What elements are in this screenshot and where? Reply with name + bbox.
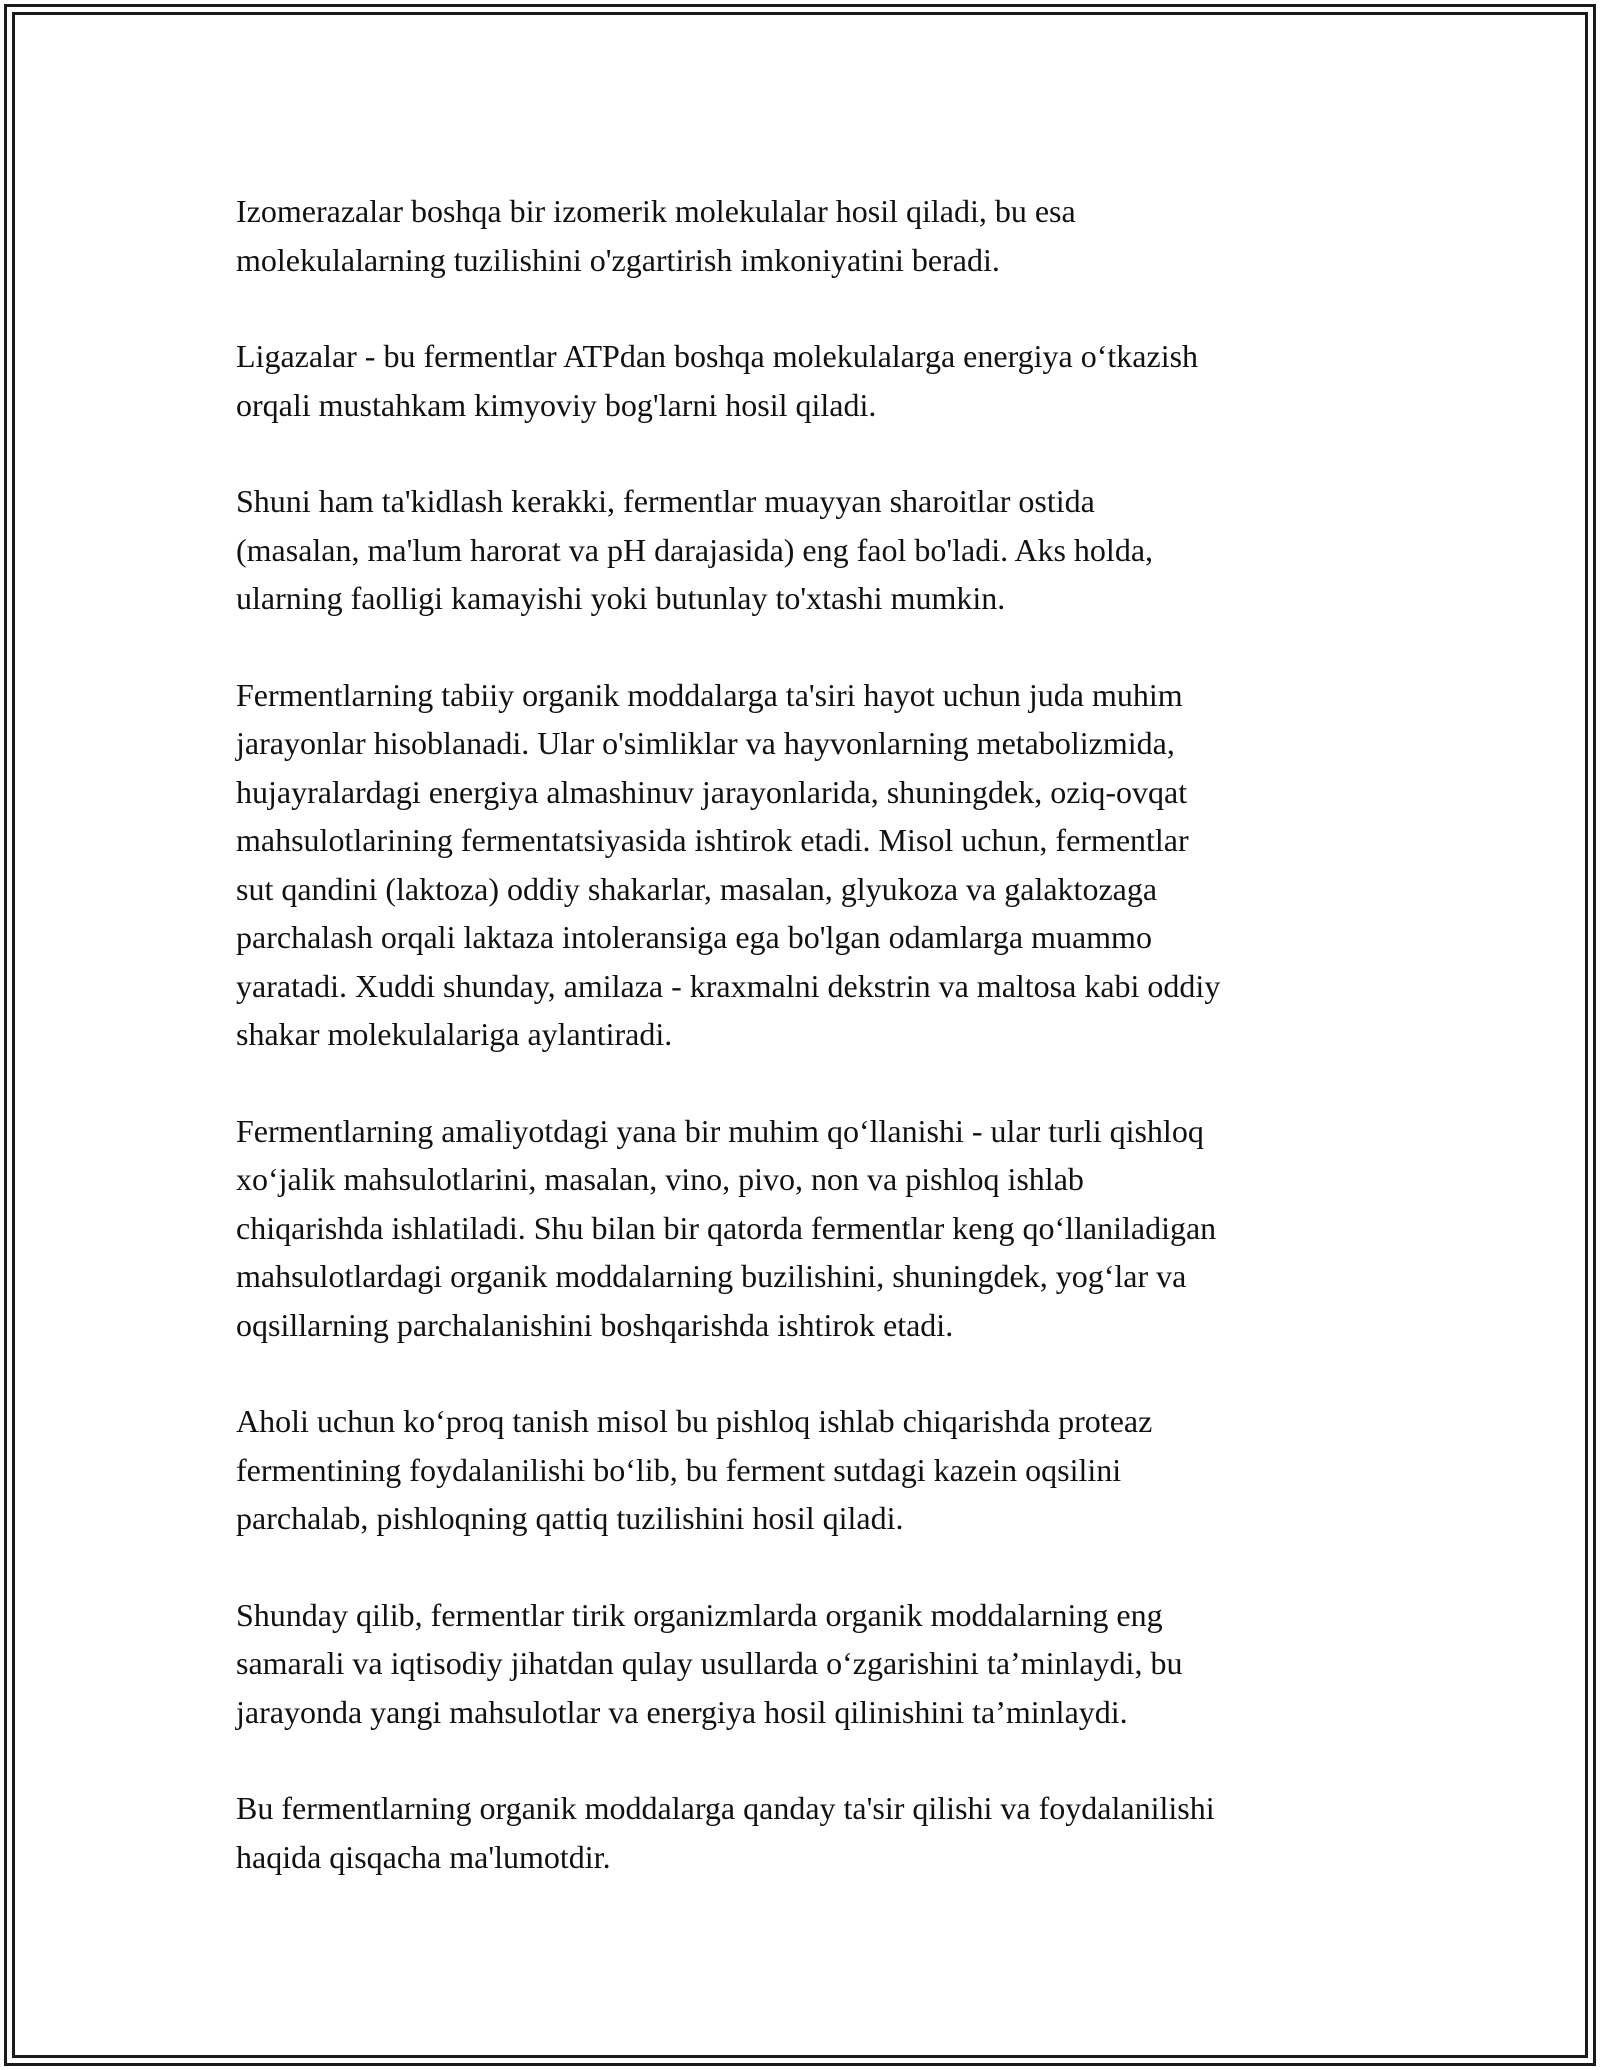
paragraph-isomerases: Izomerazalar boshqa bir izomerik molekulalar hosil qiladi, bu esa molekulalarning tuzilishini o'zgartirish imkoniyatini beradi. (236, 193, 1076, 278)
paragraph-summary: Shunday qilib, fermentlar tirik organizmlarda organik moddalarning eng samarali va iqtisodiy jihatdan qulay usullarda o‘zgarishini ta’minlaydi, bu jarayonda yangi mahsulotlar va energiya hosil qilinishini ta’minlaydi. (236, 1596, 1183, 1730)
paragraph-cheese-example: Aholi uchun ko‘proq tanish misol bu pishloq ishlab chiqarishda proteaz fermentining foydalanilishi bo‘lib, bu ferment sutdagi kazein oqsilini parchalab, pishloqning qattiq tuzilishini hosil qiladi. (236, 1403, 1153, 1536)
paragraph-optimal-conditions: Shuni ham ta'kidlash kerakki, fermentlar muayyan sharoitlar ostida (masalan, ma'lum harorat va pH darajasida) eng faol bo'ladi. Aks holda, ularning faolligi kamayishi yoki butunlay to'xtashi mumkin. (236, 483, 1154, 616)
paragraph-closing: Bu fermentlarning organik moddalarga qanday ta'sir qilishi va foydalanilishi haqida qisqacha ma'lumotdir. (236, 1790, 1215, 1875)
paragraph-ligases: Ligazalar - bu fermentlar ATPdan boshqa molekulalarga energiya o‘tkazish orqali mustahkam kimyoviy bog'larni hosil qiladi. (236, 338, 1199, 423)
paragraph-natural-effects: Fermentlarning tabiiy organik moddalarga ta'siri hayot uchun juda muhim jarayonlar hisoblanadi. Ular o'simliklar va hayvonlarning metabolizmida, hujayralardagi energiya almashinuv jarayonlarida, shuningdek, oziq-ovqat mahsulotlarining fermentatsiyasida ishtirok etadi. Misol uchun, fermentlar sut qandini (laktoza) oddiy shakarlar, masalan, glyukoza va galaktozaga parchalash orqali laktaza intoleransiga ega bo'lgan odamlarga muammo yaratadi. Xuddi shunday, amilaza - kraxmalni dekstrin va maltosa kabi oddiy shakar molekulalariga aylantiradi. (236, 676, 1221, 1052)
paragraph-practical-applications: Fermentlarning amaliyotdagi yana bir muhim qo‘llanishi - ular turli qishloq xo‘jalik mahsulotlarini, masalan, vino, pivo, non va pishloq ishlab chiqarishda ishlatiladi. Shu bilan bir qatorda fermentlar keng qo‘llaniladigan mahsulotlardagi organik moddalarning buzilishini, shuningdek, yog‘lar va oqsillarning parchalanishini boshqarishda ishtirok etadi. (236, 1112, 1217, 1343)
document-body (236, 187, 1386, 1929)
